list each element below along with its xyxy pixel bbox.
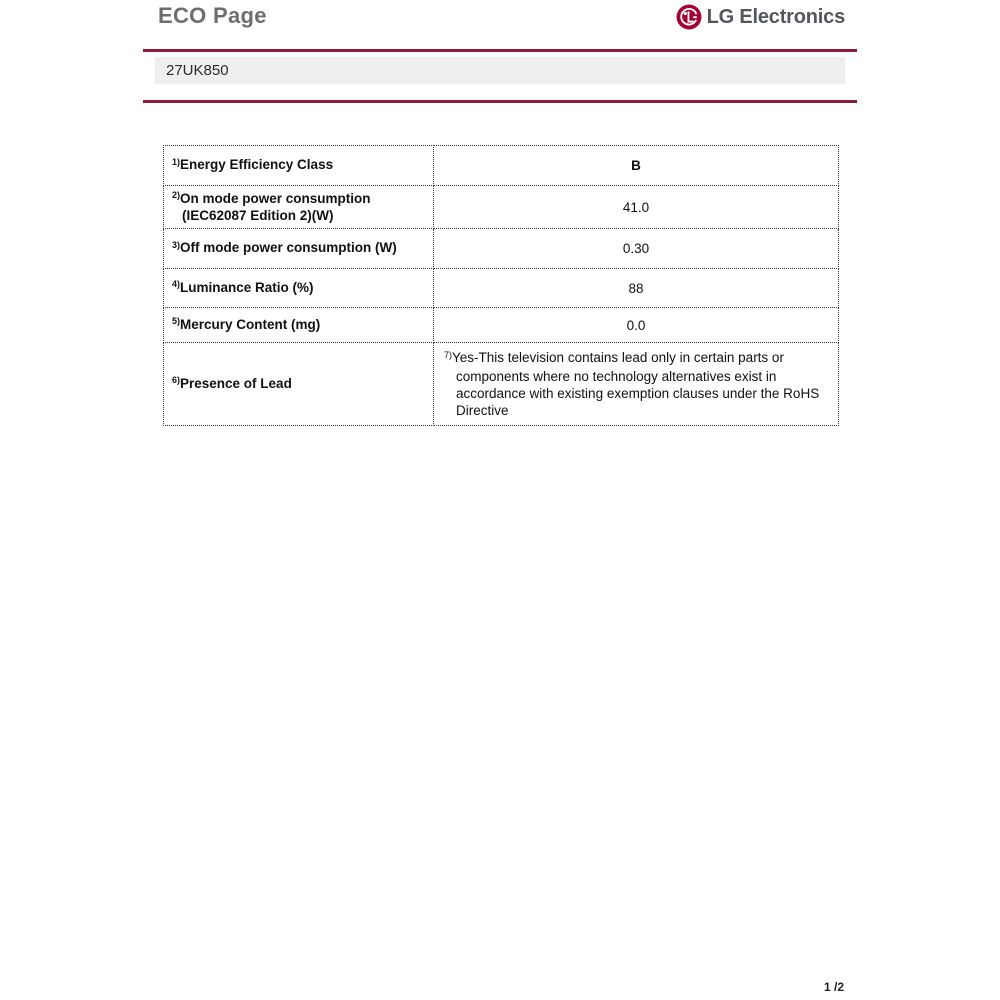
- table-row: [164, 343, 839, 426]
- page-number: 1 /2: [824, 980, 845, 994]
- label-superscript: 1): [172, 156, 181, 167]
- spec-label-mercury-content: [164, 308, 434, 343]
- spec-label-text: Luminance Ratio (%): [180, 279, 314, 295]
- spec-value-presence-of-lead: [434, 343, 839, 426]
- model-bar: [155, 57, 845, 84]
- spec-label-luminance-ratio: [164, 269, 434, 308]
- divider-top: [143, 49, 857, 52]
- spec-value-on-mode-power: 41.0: [434, 186, 839, 229]
- spec-label-text: Mercury Content (mg): [180, 316, 321, 332]
- label-superscript: 3): [172, 239, 181, 250]
- lg-logo-icon: [676, 4, 702, 30]
- spec-value-text: Yes-This television contains lead only in certain parts or components where no technology alternatives exist in accordance with existing exemption clauses under the RoHS Directive: [452, 350, 820, 418]
- label-superscript: 6): [172, 375, 181, 385]
- value-superscript: 7): [444, 349, 453, 360]
- spec-label-presence-of-lead: [164, 343, 434, 426]
- label-superscript: 5): [172, 316, 181, 326]
- spec-label-off-mode-power: [164, 229, 434, 269]
- brand-logo: [676, 4, 845, 30]
- table-row: [164, 269, 839, 308]
- divider-bottom: [143, 100, 857, 103]
- spec-value-luminance-ratio: 88: [434, 269, 839, 308]
- table-row: [164, 229, 839, 269]
- brand-name: LG Electronics: [706, 5, 845, 28]
- spec-label-text: Energy Efficiency Class: [180, 157, 334, 172]
- spec-label-energy-efficiency-class: [164, 146, 434, 186]
- model-name: 27UK850: [166, 62, 229, 79]
- label-superscript: 4): [172, 279, 181, 289]
- spec-value-energy-efficiency-class: B: [434, 146, 839, 186]
- page-title: ECO Page: [158, 3, 267, 28]
- spec-value-mercury-content: 0.0: [434, 308, 839, 343]
- label-superscript: 2): [172, 190, 181, 200]
- spec-label-on-mode-power: [164, 186, 434, 229]
- spec-value-off-mode-power: 0.30: [434, 229, 839, 269]
- eco-spec-table: [163, 145, 839, 426]
- table-row: [164, 146, 839, 186]
- spec-label-text: Presence of Lead: [180, 375, 292, 391]
- table-row: [164, 186, 839, 229]
- table-row: [164, 308, 839, 343]
- spec-label-text: On mode power consumption (IEC62087 Edition 2)(W): [180, 190, 371, 223]
- spec-label-text: Off mode power consumption (W): [180, 240, 397, 255]
